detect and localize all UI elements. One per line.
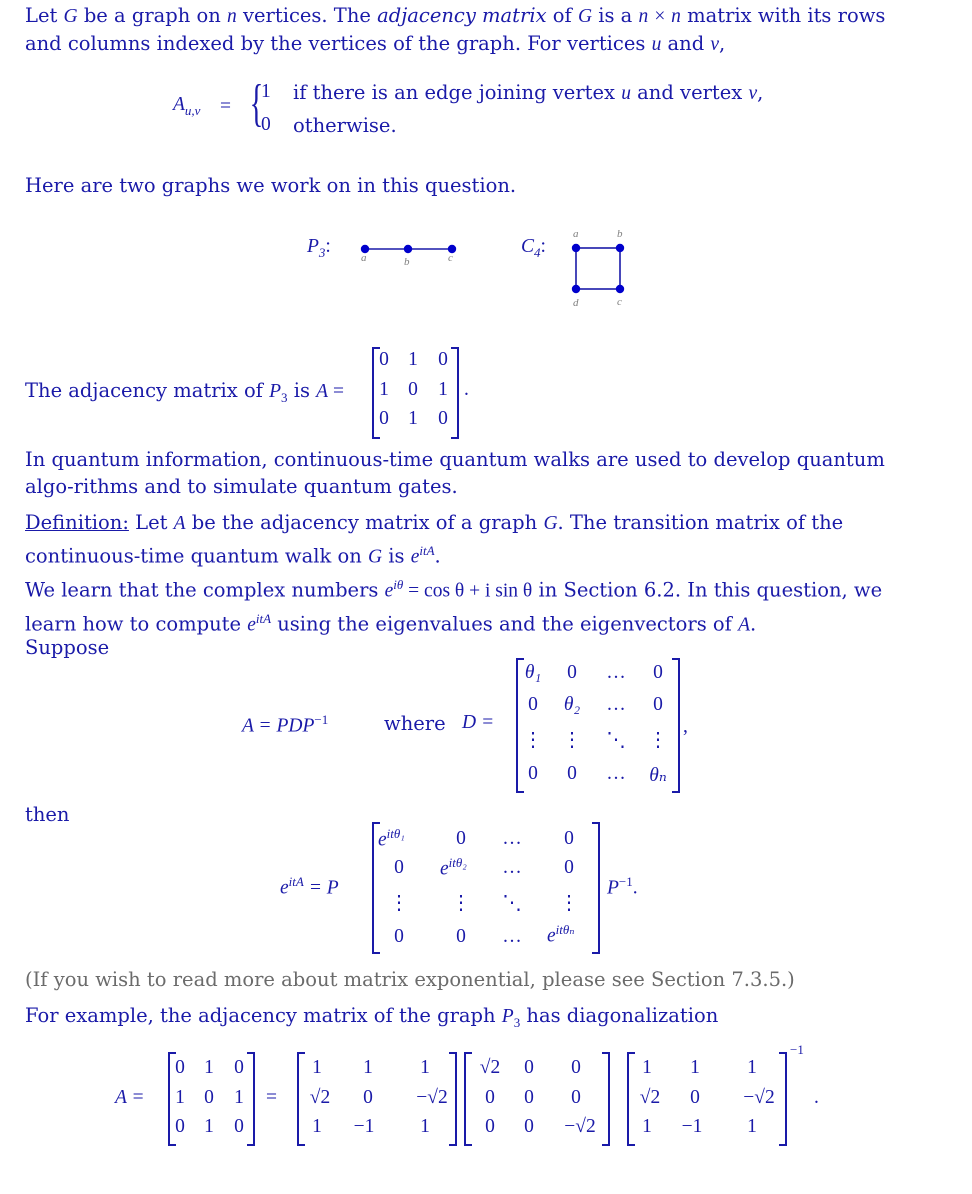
then-text: then: [25, 803, 70, 826]
c4-drawing: [566, 238, 636, 300]
cases-brace: {: [249, 75, 264, 132]
c4-label-c: c: [617, 296, 622, 308]
m3-bracket-left: [464, 1052, 472, 1146]
suppose-text: Suppose: [25, 636, 110, 659]
c4-vertex-d: [572, 285, 580, 293]
p3-label-b: b: [404, 256, 410, 268]
c4-vertex-c: [616, 285, 624, 293]
p3-vertex-b: [404, 245, 412, 253]
p3-label-c: c: [448, 252, 453, 264]
adjacency-term: adjacency matrix: [377, 4, 547, 27]
exp-bracket-right: [592, 822, 600, 954]
c4-label-b: b: [617, 228, 623, 240]
c4-vertex-b: [616, 244, 624, 252]
definition-label: Definition:: [25, 511, 129, 534]
c4-label-a: a: [573, 228, 579, 240]
p3-label-a: a: [361, 252, 367, 264]
note-text: (If you wish to read more about matrix exponential, please see Section 7.3.5.): [25, 968, 795, 991]
definition-paragraph: Definition: Let A be the adjacency matrix of a graph G. The transition matrix of the continuous-time quantum walk on G is $e^{itA}$.: [25, 511, 844, 568]
quantum-paragraph: In quantum information, continuous-time quantum walks are used to develop quantum algo-rithms and to simulate quantum gates.: [25, 448, 885, 498]
m3-bracket-right: [602, 1052, 610, 1146]
d-bracket-right: [672, 658, 680, 793]
example-text: For example, the adjacency matrix of the graph $P_3$ has diagonalization: [25, 1004, 719, 1030]
c4-vertex-a: [572, 244, 580, 252]
c4-edges: [576, 248, 620, 289]
m4-bracket-right: [779, 1052, 787, 1146]
two-graphs-text: Here are two graphs we work on in this question.: [25, 174, 517, 197]
complex-paragraph: We learn that the complex numbers $e^{i\theta} = \cos \theta + i$ sin θ in Section 6.2. In this question, we learn how to compute $e^{itA}$ using the eigenvalues and the eigenvectors of A.: [25, 577, 883, 635]
c4-label-d: d: [573, 297, 579, 309]
intro-paragraph: Let G be a graph on n vertices. The adjacency matrix of G is a n × n matrix with its rows and columns indexed by the vertices of the graph. For vertices u and v,: [25, 4, 886, 55]
